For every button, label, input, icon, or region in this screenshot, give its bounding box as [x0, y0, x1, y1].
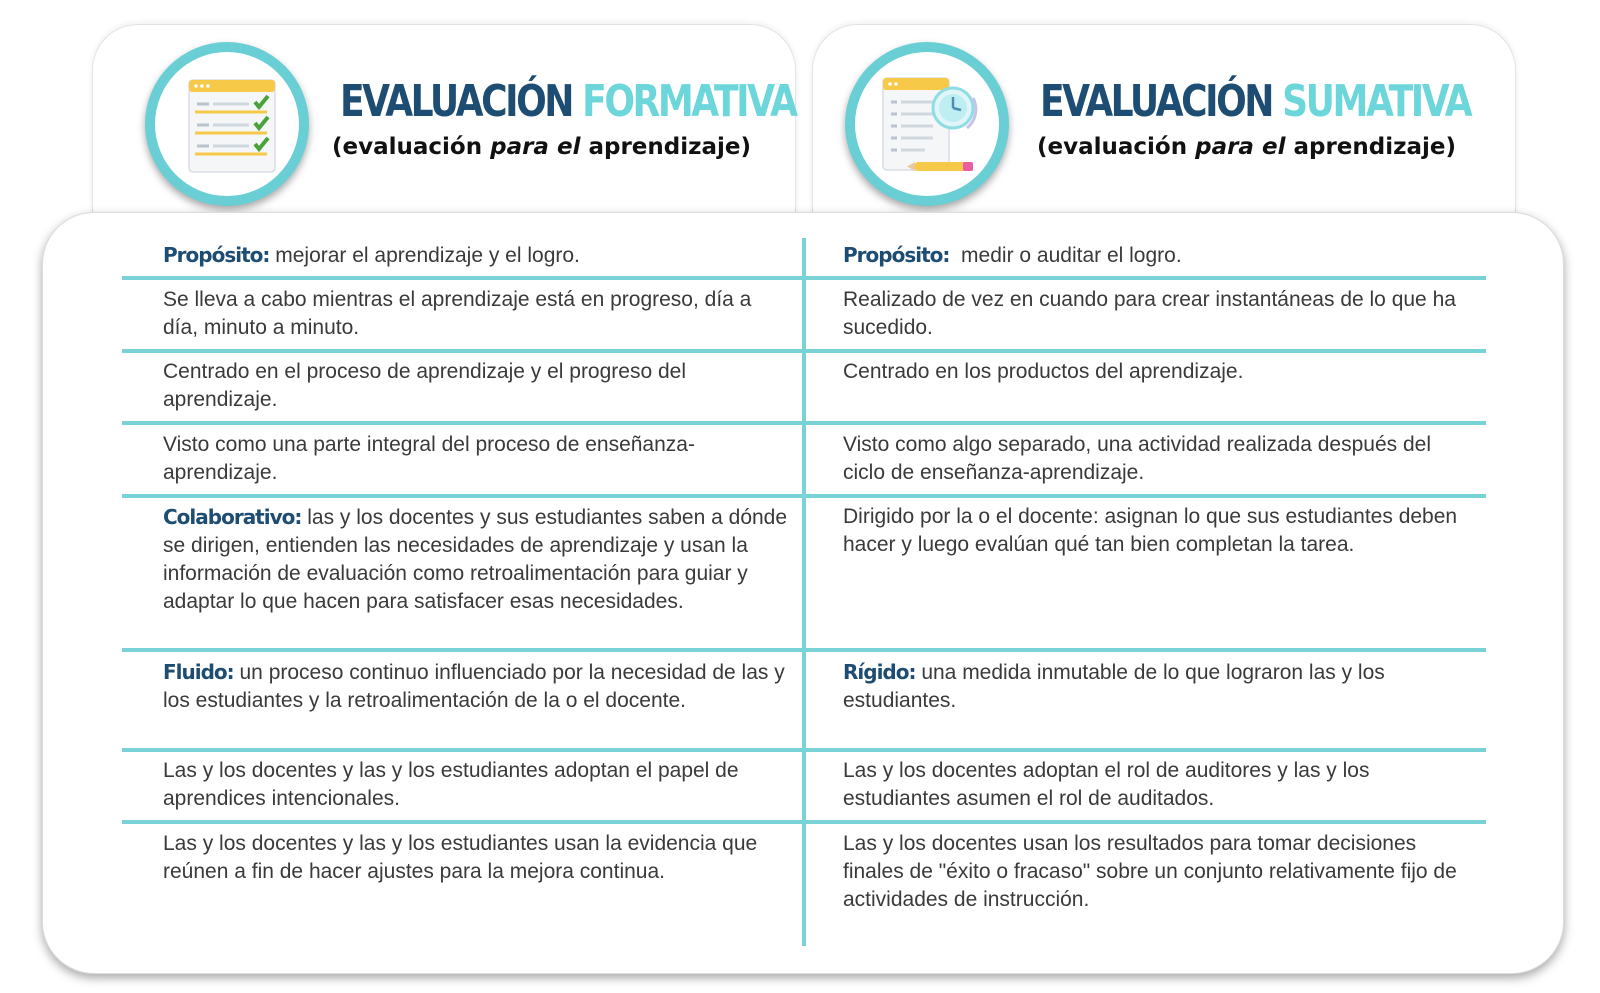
sumativa-row-2: Realizado de vez en cuando para crear instantáneas de lo que ha sucedido. — [843, 288, 1456, 339]
sumativa-icon-badge — [845, 42, 1009, 206]
sumativa-row-7: Las y los docentes adoptan el rol de auditores y las y los estudiantes asumen el rol de auditados. — [843, 759, 1370, 810]
row-divider — [122, 421, 1486, 425]
formativa-row-5: Colaborativo: las y los docentes y sus estudiantes saben a dónde se dirigen, entienden las necesidades de aprendizaje y usan la información de evaluación como retroalimentación para guiar y adaptar lo que hacen para satisfacer esas necesidades. — [163, 505, 788, 613]
formativa-row-7: Las y los docentes y las y los estudiantes adoptan el papel de aprendices intencionales. — [163, 759, 739, 810]
sumativa-row-4: Visto como algo separado, una actividad realizada después del ciclo de enseñanza-aprendizaje. — [843, 433, 1431, 484]
sumativa-title: EVALUACIÓN SUMATIVA — [1040, 76, 1471, 127]
formativa-row-8: Las y los docentes y las y los estudiantes usan la evidencia que reúnen a fin de hacer ajustes para la mejora continua. — [163, 832, 758, 883]
sumativa-row-5: Dirigido por la o el docente: asignan lo que sus estudiantes deben hacer y luego evalúan qué tan bien completan la tarea. — [843, 505, 1458, 556]
checklist-icon — [155, 52, 299, 196]
formativa-row-1: Propósito: mejorar el aprendizaje y el logro. — [163, 243, 580, 267]
row-divider — [122, 648, 1486, 652]
formativa-row-6: Fluido: un proceso continuo influenciado por la necesidad de las y los estudiantes y la retroalimentación de la o el docente. — [163, 660, 785, 712]
row-divider — [122, 276, 1486, 280]
column-divider — [802, 238, 806, 946]
sumativa-row-3: Centrado en los productos del aprendizaje. — [843, 360, 1244, 383]
formativa-icon-badge — [145, 42, 309, 206]
row-divider — [122, 494, 1486, 498]
formativa-row-2: Se lleva a cabo mientras el aprendizaje está en progreso, día a día, minuto a minuto. — [163, 288, 752, 339]
sumativa-row-8: Las y los docentes usan los resultados para tomar decisiones finales de "éxito o fracaso" sobre un conjunto relativamente fijo de actividades de instrucción. — [843, 832, 1457, 911]
formativa-row-4: Visto como una parte integral del proceso de enseñanza-aprendizaje. — [163, 433, 695, 484]
sumativa-subtitle: (evaluación para el aprendizaje) — [1037, 134, 1457, 160]
sumativa-row-6: Rígido: una medida inmutable de lo que lograron las y los estudiantes. — [843, 660, 1385, 712]
document-clock-icon — [855, 52, 999, 196]
row-divider — [122, 820, 1486, 824]
row-divider — [122, 748, 1486, 752]
formativa-subtitle: (evaluación para el aprendizaje) — [332, 134, 752, 160]
row-divider — [122, 349, 1486, 353]
sumativa-row-1: Propósito: medir o auditar el logro. — [843, 243, 1182, 267]
formativa-row-3: Centrado en el proceso de aprendizaje y el progreso del aprendizaje. — [163, 360, 687, 411]
formativa-title: EVALUACIÓN FORMATIVA — [340, 76, 796, 127]
